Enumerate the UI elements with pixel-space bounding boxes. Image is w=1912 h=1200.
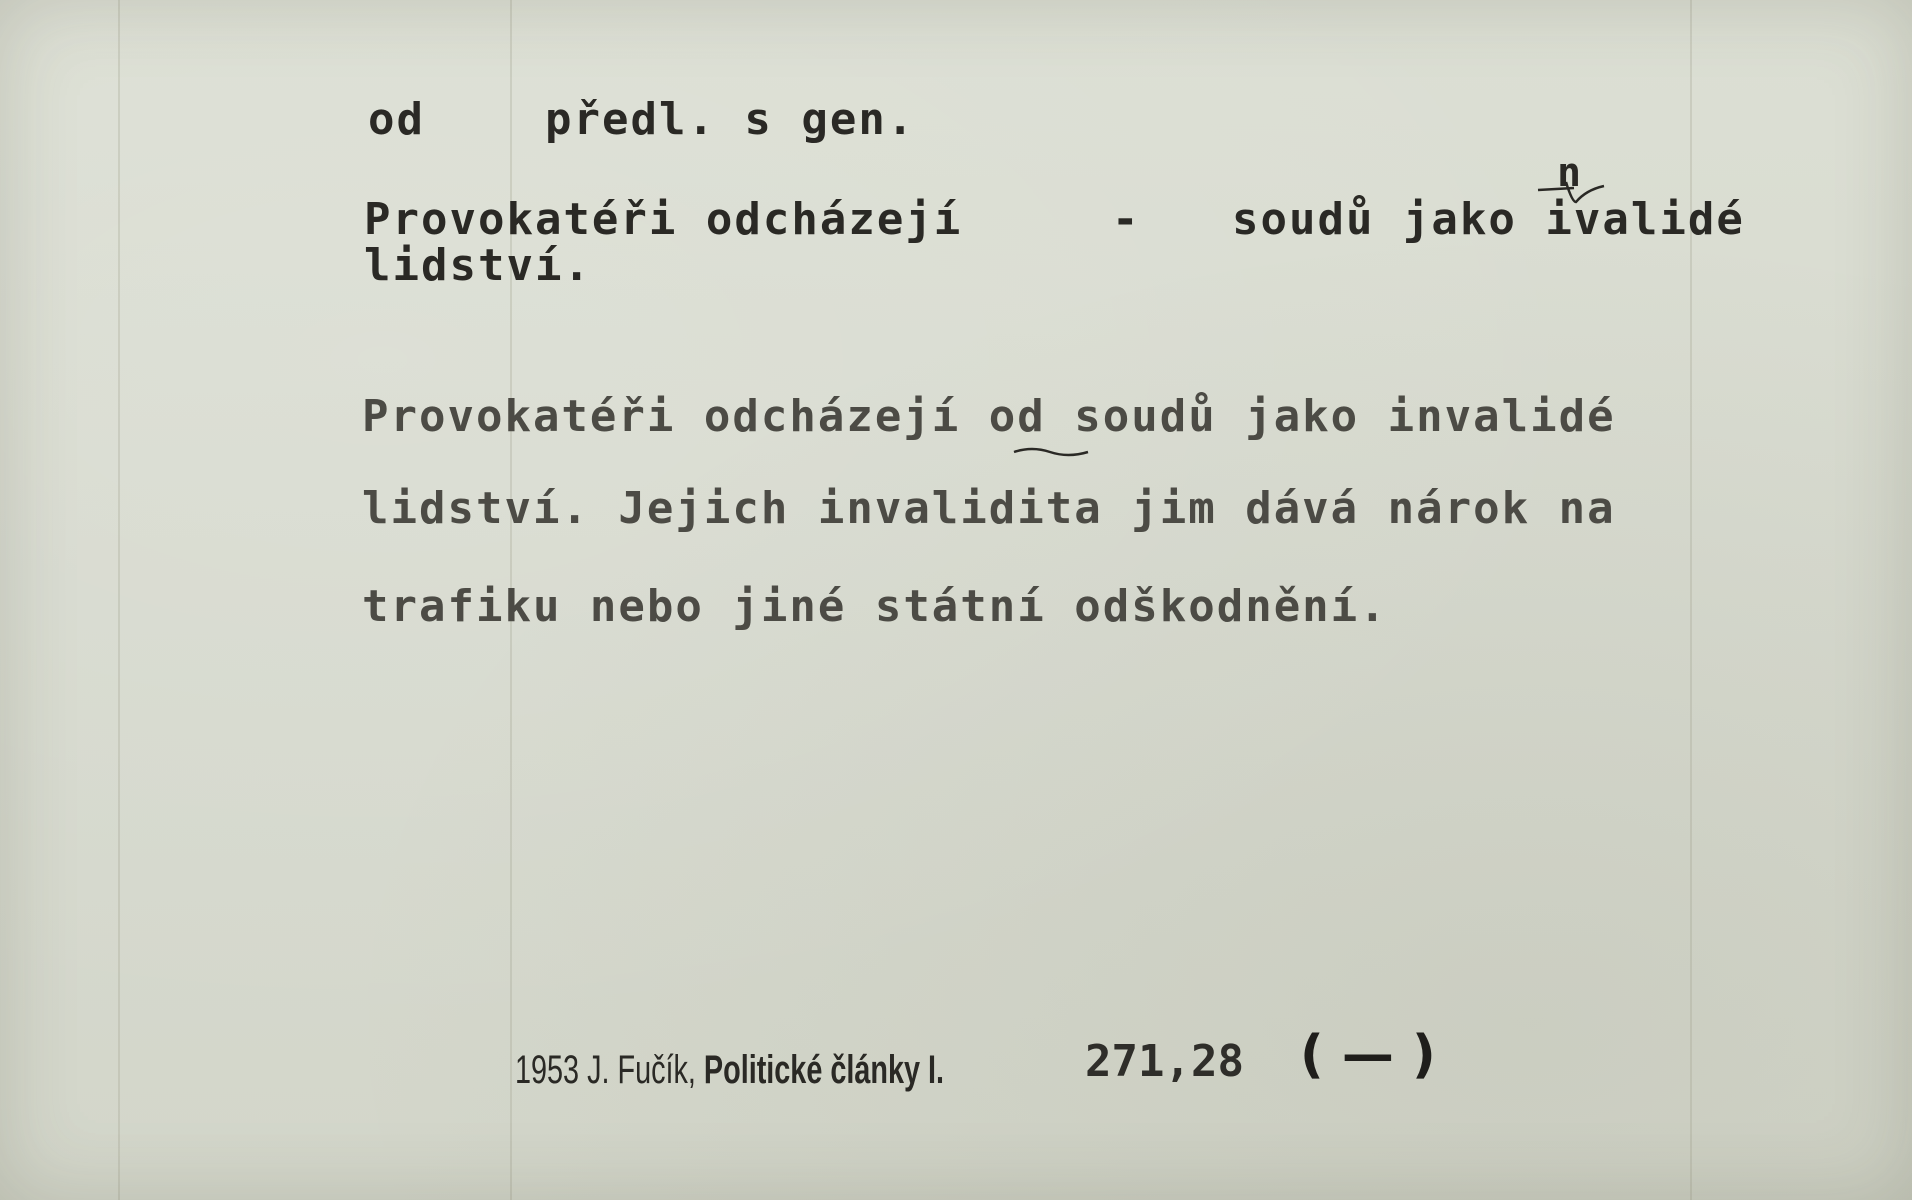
citation-dash: - bbox=[1112, 194, 1141, 245]
passage-line-3: trafiku nebo jiné státní odškodnění. bbox=[362, 581, 1388, 632]
source-mark: ( — ) bbox=[1300, 1025, 1436, 1085]
handwritten-correction: n bbox=[1557, 150, 1582, 196]
headword-underline-mark bbox=[1012, 444, 1092, 464]
passage-line-2: lidství. Jejich invalidita jim dává nárok na bbox=[362, 483, 1616, 534]
source-page-reference: 271,28 bbox=[1085, 1036, 1244, 1087]
correction-caret-mark bbox=[1536, 172, 1616, 222]
card-ruling-line bbox=[1690, 0, 1692, 1200]
headword: od bbox=[368, 94, 425, 145]
card-ruling-line bbox=[118, 0, 120, 1200]
source-stamp bbox=[515, 1048, 944, 1093]
citation-line-1-part-b: soudů jako ivalidé bbox=[1232, 194, 1745, 245]
citation-line-2: lidství. bbox=[364, 240, 592, 291]
source-stamp-plain: 1953 J. Fučík, bbox=[515, 1048, 704, 1092]
passage-line-1: Provokatéři odcházejí od soudů jako invalidé bbox=[362, 391, 1616, 442]
citation-line-1-part-a: Provokatéři odcházejí bbox=[364, 194, 963, 245]
grammar-note: předl. s gen. bbox=[545, 94, 916, 145]
source-stamp-title: Politické články I. bbox=[703, 1048, 945, 1092]
